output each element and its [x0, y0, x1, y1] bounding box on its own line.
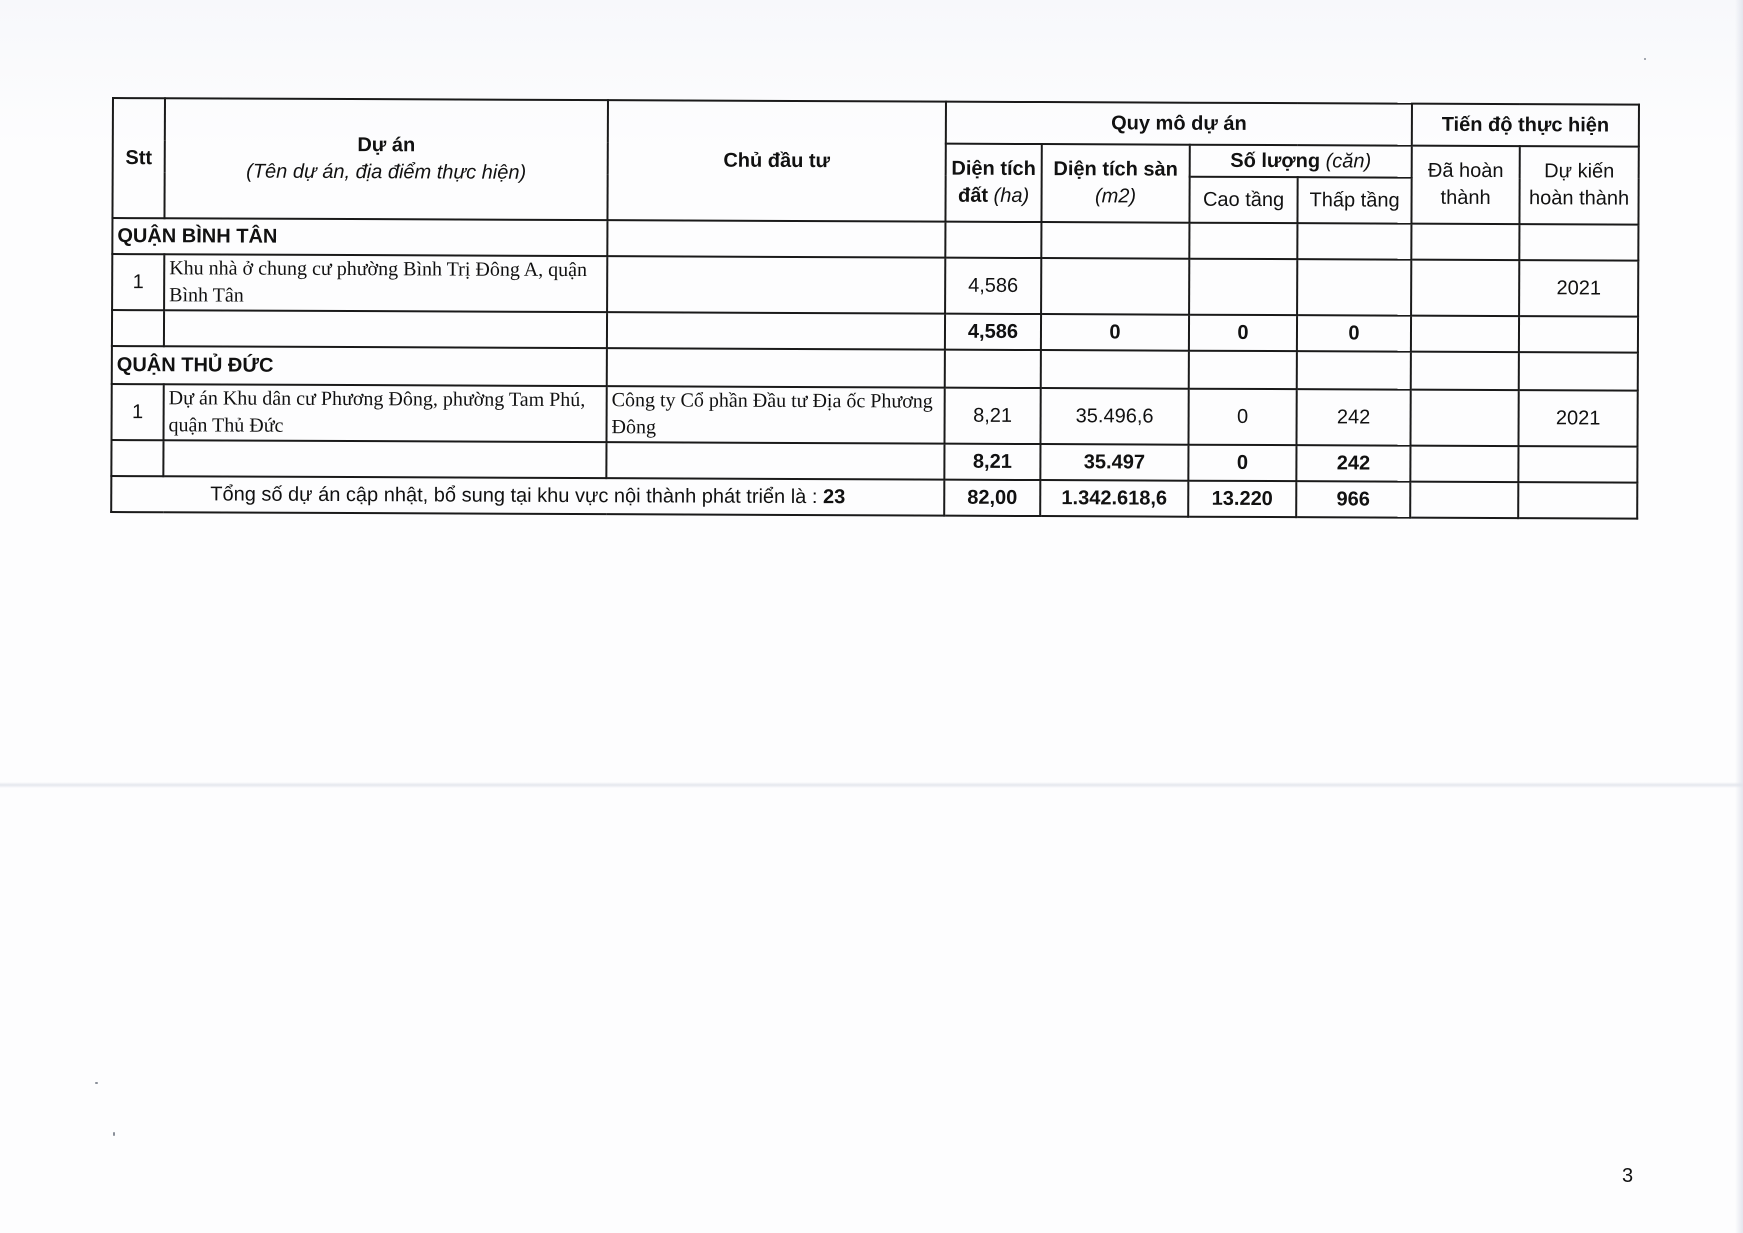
table-cell — [1041, 222, 1189, 259]
row-project-name: Dự án Khu dân cư Phương Đông, phường Tam Phú, quận Thủ Đức — [164, 384, 607, 442]
table-header-row — [113, 98, 1639, 147]
table-cell — [164, 310, 607, 348]
scan-speck — [95, 1082, 98, 1084]
table-cell — [945, 350, 1041, 388]
header-du-an-title: Dự án — [357, 134, 416, 157]
total-row — [111, 476, 1637, 519]
row-land-area: 4,586 — [945, 258, 1041, 314]
section-title: QUẬN THỦ ĐỨC — [112, 346, 607, 386]
subtotal-low-rise: 242 — [1296, 445, 1410, 481]
row-project-name: Khu nhà ở chung cư phường Bình Trị Đông A, quận Bình Tân — [164, 254, 607, 312]
header-quy-mo: Quy mô dự án — [946, 102, 1412, 146]
table-cell — [112, 310, 164, 346]
header-dien-tich-dat-unit: (ha) — [993, 184, 1030, 208]
row-stt: 1 — [112, 254, 164, 310]
header-dien-tich-san-label: Diện tích sàn — [1053, 158, 1178, 181]
table-cell — [1519, 224, 1638, 261]
table-cell — [1411, 316, 1519, 352]
row-floor-area: 35.496,6 — [1040, 388, 1188, 445]
subtotal-high-rise: 0 — [1189, 315, 1297, 351]
total-floor: 1.342.618,6 — [1040, 480, 1188, 517]
scan-speck — [1644, 58, 1646, 60]
project-table — [110, 97, 1640, 520]
table-cell — [1410, 482, 1518, 518]
table-cell — [111, 440, 163, 476]
header-dien-tich-dat — [945, 144, 1041, 222]
page-number: 3 — [1622, 1165, 1634, 1187]
header-stt: Stt — [112, 98, 165, 218]
header-so-luong-unit: (căn) — [1325, 149, 1372, 172]
header-thap-tang: Thấp tầng — [1297, 177, 1411, 223]
table-cell — [945, 222, 1041, 258]
table-cell — [607, 348, 945, 387]
total-label: Tổng số dự án cập nhật, bổ sung tại khu vực nội thành phát triển là : — [210, 482, 818, 508]
table-row — [112, 384, 1638, 447]
total-label-cell — [111, 476, 944, 516]
table-cell — [1189, 351, 1297, 389]
paper-edge-shadow — [1735, 0, 1743, 1233]
header-tien-do: Tiến độ thực hiện — [1412, 104, 1639, 147]
scan-speck — [113, 1132, 115, 1136]
table-cell — [1297, 223, 1411, 259]
table-cell — [1519, 352, 1638, 391]
row-low-rise: 242 — [1296, 389, 1410, 445]
section-row — [112, 346, 1638, 391]
row-expected: 2021 — [1519, 260, 1638, 317]
table-cell — [606, 442, 944, 479]
table-cell — [1410, 446, 1518, 482]
header-dien-tich-san — [1041, 144, 1189, 223]
total-land: 82,00 — [944, 480, 1040, 516]
section-title: QUẬN BÌNH TÂN — [112, 218, 607, 256]
row-low-rise — [1297, 259, 1411, 315]
header-so-luong-label: Số lượng — [1230, 149, 1321, 172]
subtotal-land: 8,21 — [944, 444, 1040, 480]
table-row — [112, 254, 1638, 317]
row-floor-area — [1041, 258, 1189, 315]
table-cell — [1041, 350, 1189, 389]
header-chu-dau-tu: Chủ đầu tư — [607, 100, 946, 221]
row-high-rise — [1189, 259, 1297, 315]
table-cell — [1519, 316, 1638, 353]
header-cao-tang: Cao tầng — [1189, 177, 1297, 223]
total-high-rise: 13.220 — [1188, 481, 1296, 517]
header-du-an-subtitle: (Tên dự án, địa điểm thực hiện) — [246, 160, 527, 184]
subtotal-floor: 0 — [1041, 314, 1189, 351]
subtotal-floor: 35.497 — [1040, 444, 1188, 481]
total-count: 23 — [822, 485, 846, 508]
header-dien-tich-dat-line1: Diện tích — [951, 157, 1036, 181]
table-cell — [1411, 224, 1519, 260]
header-so-luong — [1190, 145, 1412, 178]
header-du-kien: Dự kiến hoàn thành — [1520, 146, 1639, 225]
table-cell — [1518, 482, 1637, 519]
table-cell — [607, 312, 945, 349]
subtotal-high-rise: 0 — [1188, 445, 1296, 481]
header-dien-tich-san-unit: (m2) — [1094, 185, 1137, 208]
row-stt: 1 — [112, 384, 164, 440]
table-cell — [1297, 351, 1411, 389]
row-high-rise: 0 — [1188, 389, 1296, 445]
row-done — [1411, 260, 1519, 316]
header-da-hoan-thanh: Đã hoàn thành — [1412, 146, 1520, 224]
header-du-an — [164, 98, 608, 220]
header-dien-tich-dat-line2: đất — [957, 184, 989, 207]
row-expected: 2021 — [1519, 390, 1638, 447]
row-done — [1411, 390, 1519, 446]
table-cell — [163, 440, 606, 478]
total-low-rise: 966 — [1296, 481, 1410, 517]
table-cell — [1189, 223, 1297, 259]
table-cell — [1518, 446, 1637, 483]
row-land-area: 8,21 — [944, 388, 1040, 444]
paper-fold-line — [0, 782, 1743, 788]
row-investor — [607, 256, 945, 313]
table-cell — [1411, 352, 1519, 390]
table-cell — [607, 220, 945, 257]
subtotal-low-rise: 0 — [1297, 315, 1411, 351]
row-investor: Công ty Cổ phần Đầu tư Địa ốc Phương Đông — [606, 386, 944, 443]
subtotal-land: 4,586 — [945, 314, 1041, 350]
